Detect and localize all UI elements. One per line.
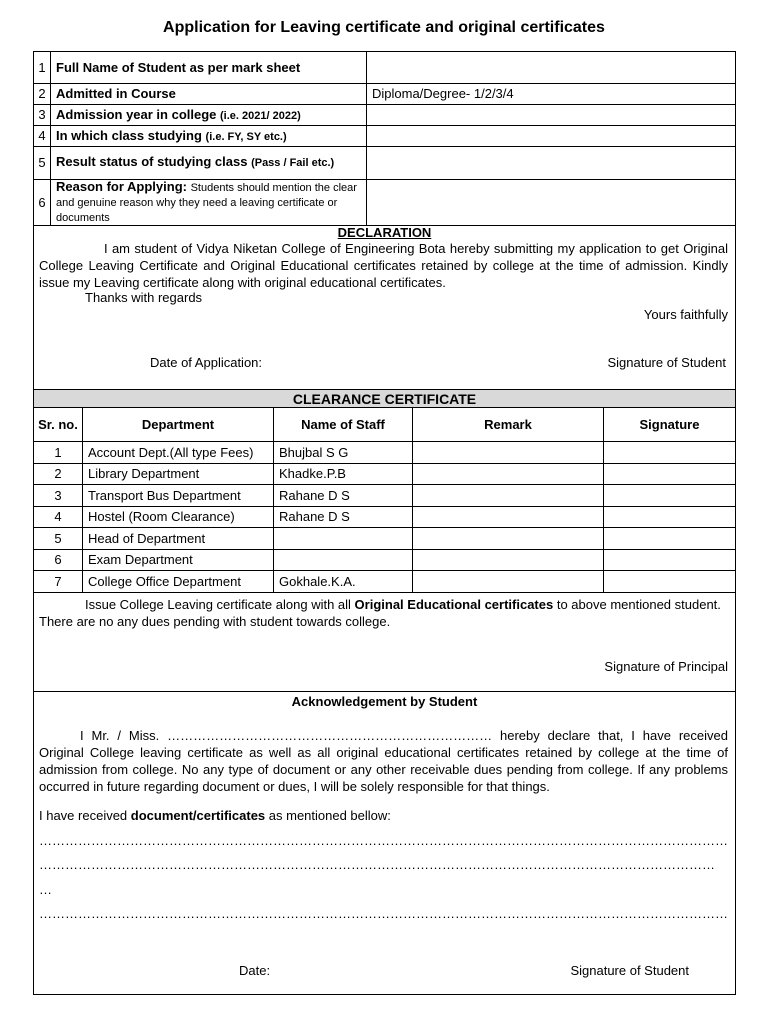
table-row <box>34 179 735 225</box>
sr-no: 7 <box>34 571 83 593</box>
field-label: Result status of studying class (Pass / Fail etc.) <box>51 146 367 179</box>
field-label: Admission year in college (i.e. 2021/ 2022) <box>51 104 367 125</box>
full-name-field[interactable] <box>367 52 736 83</box>
remark-cell[interactable] <box>413 528 604 550</box>
row-number: 5 <box>34 146 51 179</box>
document-list-line[interactable]: ………………………………………………………………………………………………………………………………………… <box>39 857 715 872</box>
signature-cell[interactable] <box>604 485 736 507</box>
remark-cell[interactable] <box>413 506 604 528</box>
column-header: Name of Staff <box>274 408 413 442</box>
signature-cell[interactable] <box>604 442 736 464</box>
table-row <box>34 146 735 179</box>
date-of-application-label: Date of Application: <box>150 355 263 370</box>
column-header: Remark <box>413 408 604 442</box>
field-label: In which class studying (i.e. FY, SY etc.) <box>51 125 367 146</box>
table-row <box>34 442 735 464</box>
remark-cell[interactable] <box>413 549 604 571</box>
declaration-heading: DECLARATION <box>337 225 432 240</box>
sr-no: 1 <box>34 442 83 464</box>
acknowledgement-section <box>34 692 735 994</box>
table-row <box>34 506 735 528</box>
acknowledgement-heading: Acknowledgement by Student <box>291 694 478 709</box>
row-number: 4 <box>34 125 51 146</box>
staff-name <box>274 528 413 550</box>
thanks-text: Thanks with regards <box>85 290 203 305</box>
reason-field[interactable] <box>367 179 736 225</box>
remark-cell[interactable] <box>413 571 604 593</box>
closing-text: Yours faithfully <box>643 307 728 322</box>
department: Exam Department <box>83 549 274 571</box>
class-field[interactable] <box>367 125 736 146</box>
table-row <box>34 125 735 146</box>
remark-cell[interactable] <box>413 463 604 485</box>
staff-name: Rahane D S <box>274 506 413 528</box>
column-header: Signature <box>604 408 736 442</box>
department: Library Department <box>83 463 274 485</box>
staff-name: Khadke.P.B <box>274 463 413 485</box>
field-label: Full Name of Student as per mark sheet <box>51 52 367 83</box>
column-header: Sr. no. <box>34 408 83 442</box>
column-header: Department <box>83 408 274 442</box>
student-signature-label: Signature of Student <box>607 355 726 370</box>
remark-cell[interactable] <box>413 442 604 464</box>
staff-name <box>274 549 413 571</box>
signature-cell[interactable] <box>604 549 736 571</box>
acknowledgement-text: I Mr. / Miss. ………………………………………………………………… hereby declare that, I have received Original College leaving certificate as well as all original educational certificates retained by college at the time of admission from college. No any type of document or any other receivable dues pending from college. If any problems occurred in future regarding document or dues, I will be solely responsible for that things. <box>39 728 728 794</box>
department: Hostel (Room Clearance) <box>83 506 274 528</box>
sr-no: 6 <box>34 549 83 571</box>
issue-instruction-section <box>34 594 735 692</box>
page-title: Application for Leaving certificate and original certificates <box>163 19 605 36</box>
department: Transport Bus Department <box>83 485 274 507</box>
sr-no: 4 <box>34 506 83 528</box>
staff-name: Bhujbal S G <box>274 442 413 464</box>
clearance-heading: CLEARANCE CERTIFICATE <box>34 389 735 408</box>
date-label: Date: <box>239 963 271 978</box>
remark-cell[interactable] <box>413 485 604 507</box>
table-row <box>34 571 735 593</box>
row-number: 1 <box>34 52 51 83</box>
declaration-section <box>34 225 735 389</box>
signature-cell[interactable] <box>604 528 736 550</box>
table-row <box>34 83 735 104</box>
table-header-row <box>34 408 735 442</box>
received-documents-label: I have received document/certificates as mentioned bellow: <box>39 808 391 823</box>
clearance-table <box>34 408 735 593</box>
row-number: 6 <box>34 179 51 225</box>
table-row <box>34 52 735 83</box>
signature-cell[interactable] <box>604 571 736 593</box>
application-form <box>33 51 736 995</box>
signature-cell[interactable] <box>604 463 736 485</box>
course-field[interactable]: Diploma/Degree- 1/2/3/4 <box>367 83 736 104</box>
sr-no: 3 <box>34 485 83 507</box>
document-list-line[interactable]: …………………………………………………………………………………………………………………………………………… <box>39 833 728 848</box>
table-row <box>34 528 735 550</box>
table-row <box>34 549 735 571</box>
student-signature-label: Signature of Student <box>570 963 689 978</box>
field-label: Admitted in Course <box>51 83 367 104</box>
issue-instruction-text: Issue College Leaving certificate along with all Original Educational certificates to above mentioned student. There are no any dues pending with student towards college. <box>39 597 721 629</box>
admission-year-field[interactable] <box>367 104 736 125</box>
principal-signature-label: Signature of Principal <box>604 659 728 674</box>
table-row <box>34 104 735 125</box>
table-row <box>34 463 735 485</box>
field-label: Reason for Applying: Students should mention the clear and genuine reason why they need a leaving certificate or documents <box>51 179 367 225</box>
department: Head of Department <box>83 528 274 550</box>
row-number: 2 <box>34 83 51 104</box>
sr-no: 5 <box>34 528 83 550</box>
staff-name: Rahane D S <box>274 485 413 507</box>
document-list-line[interactable]: …………………………………………………………………………………………………………………………………………… <box>39 906 728 921</box>
signature-cell[interactable] <box>604 506 736 528</box>
table-row <box>34 485 735 507</box>
department: College Office Department <box>83 571 274 593</box>
row-number: 3 <box>34 104 51 125</box>
result-status-field[interactable] <box>367 146 736 179</box>
declaration-text: I am student of Vidya Niketan College of Engineering Bota hereby submitting my application to get Original College Leaving Certificate and Original Educational certificates retained by college at the time of admission. Kindly issue my Leaving certificate along with original educational certificates. <box>39 241 728 290</box>
department: Account Dept.(All type Fees) <box>83 442 274 464</box>
sr-no: 2 <box>34 463 83 485</box>
student-details-table <box>34 52 735 226</box>
staff-name: Gokhale.K.A. <box>274 571 413 593</box>
document-list-line[interactable]: … <box>39 882 52 897</box>
